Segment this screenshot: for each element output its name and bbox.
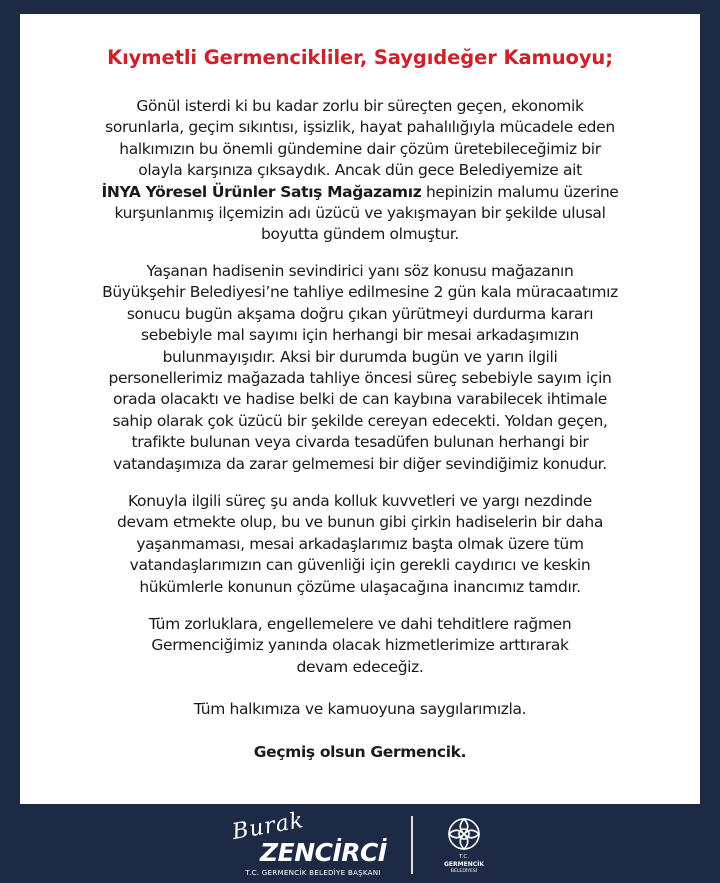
paragraph-line: yaşanmaması, mesai arkadaşlarımız başta olmak üzere tüm [136,534,584,553]
paragraph-line: orada olacaktı ve hadise belki de can kaybına varabilecek ihtimale [113,390,607,409]
logo-name-label: GERMENCİK [443,861,485,868]
paragraph-line: trafikte bulunan veya civarda tesadüfen bulunan herhangi bir [131,433,589,452]
statement-title: Kıymetli Germencikliler, Saygıdeğer Kamuoyu; [107,46,613,69]
logo-tc-label: T.C. [458,854,470,860]
paragraph-line: boyutta gündem olmuştur. [261,225,459,244]
paragraph-line: personellerimiz mağazada tahliye öncesi süreç sebebiyle sayım için [108,369,612,388]
paragraph-2 [50,261,670,475]
paragraph-line: Gönül isterdi ki bu kadar zorlu bir süreçten geçen, ekonomik [136,97,584,115]
paragraph-3 [50,491,670,598]
paragraph-line [50,182,670,203]
paragraph-line: Yaşanan hadisenin sevindirici yanı söz konusu mağazanın [146,262,574,280]
signature-script: Burak [230,807,306,846]
paragraph-4 [50,614,670,678]
paragraph-line: bulunmayışıdır. Aksi bir durumda bugün ve yarın ilgili [162,347,558,366]
signature-caption: T.C. GERMENCİK BELEDİYE BAŞKANI [245,868,381,877]
closing-regards [50,699,670,720]
paragraph-line: sahip olarak çok üzücü bir şekilde cereyan edecekti. Yoldan geçen, [112,411,608,430]
paragraph-line: Konuyla ilgili süreç şu anda kolluk kuvvetleri ve yargı nezdinde [128,492,592,510]
paragraph-line: Geçmiş olsun Germencik. [253,743,467,761]
paragraph-line: devam edeceğiz. [296,657,424,676]
paragraph-line: sorunlarla, geçim sıkıntısı, işsizlik, hayat pahalılığıyla mücadele eden [105,118,615,137]
paragraph-line: halkımızın bu önemli gündemine dair çözüm üretebileceğimiz bir [119,139,601,158]
paragraph-line: Tüm halkımıza ve kamuoyuna saygılarımızla. [193,700,527,718]
paragraph-line: vatandaşımıza da zarar gelmemesi bir diğer sevindiğimiz konudur. [113,454,607,473]
germencik-emblem-icon [443,814,485,854]
paragraph-line: Tüm zorluklara, engellemelere ve dahi tehditlere rağmen [148,615,572,633]
paragraph-line: sonucu bugün akşama doğru çıkan yürütmeyi durdurma kararı [126,304,594,323]
paragraph-line: sebebiyle mal sayımı için herhangi bir mesai arkadaşımızın [141,326,579,345]
paragraph-line: olayla karşınıza çıksaydık. Ancak dün gece Belediyemize ait [138,161,582,180]
paragraph-line: hükümlerle konunun çözüme ulaşacağına inancımız tamdır. [139,577,581,596]
paragraph-line-rest: hepinizin malumu üzerine [421,182,619,201]
signature-name: ZENCİRCİ [260,838,387,867]
municipality-logo [440,814,488,878]
paragraph-line: kurşunlanmış ilçemizin adı üzücü ve yakışmayan bir şekilde ulusal [114,204,606,223]
paragraph-line: Germenciğimiz yanında olacak hizmetlerimize arttırarak [151,636,569,655]
paragraph-line: Büyükşehir Belediyesi’ne tahliye edilmesine 2 gün kala müracaatımız [102,283,618,302]
paragraph-line: devam etmekte olup, bu ve bunun gibi çirkin hadiselerin bir daha [117,513,603,532]
paragraph-1 [50,96,670,246]
paragraph-line: vatandaşlarımızın can güvenliği için gerekli caydırıcı ve keskin [129,556,591,575]
logo-sub-label: BELEDİYESİ [450,869,478,874]
closing-wish [50,742,670,763]
mayor-signature [228,807,398,878]
store-name: İNYA Yöresel Ürünler Satış Mağazamız [101,182,422,201]
footer-band [0,804,720,883]
statement-page [20,14,700,804]
footer-divider [411,816,413,874]
